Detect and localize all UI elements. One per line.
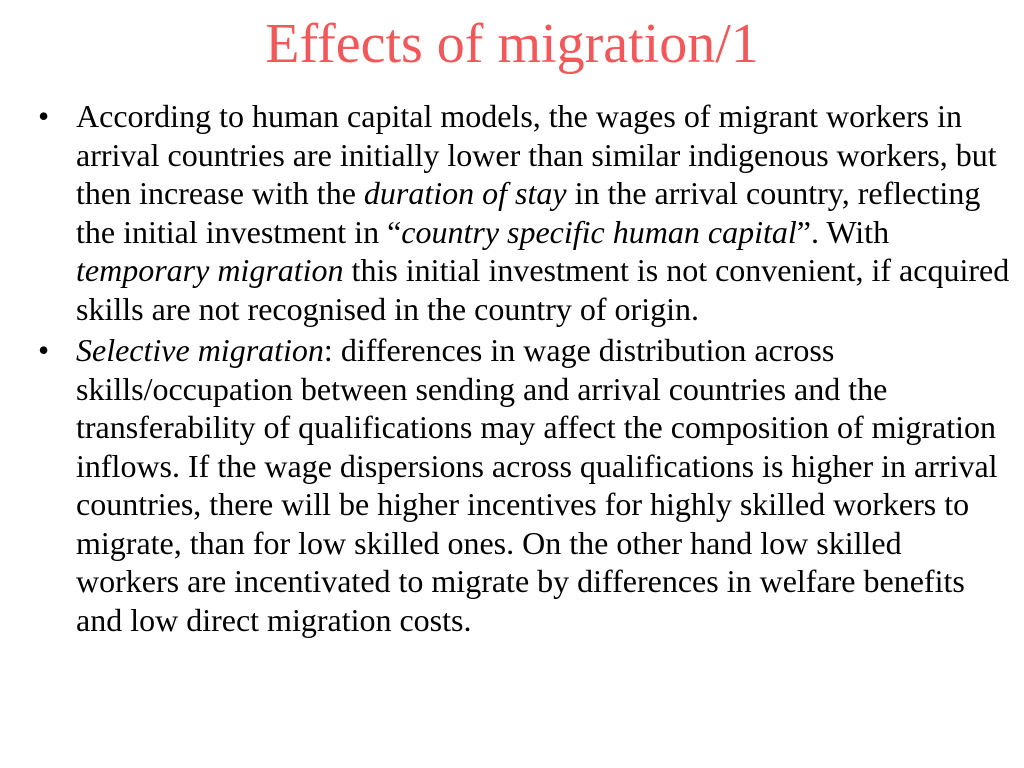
bullet-text [76,98,1009,327]
bullet-text-emphasis: duration of stay [363,175,567,211]
slide-title: Effects of migration/1 [265,13,759,75]
bullet-marker: • [38,332,50,368]
bullet-text-segment: ”. With [796,213,890,250]
bullet-list [38,97,1012,642]
bullet-text-segment: this initial investment is not convenient, if acquired skills are not recognised in the country of origin. [76,252,1010,327]
bullet-text-segment: in the arrival country, reflecting the initial investment in “ [76,175,981,250]
bullet-text-emphasis: country specific human capital [401,213,797,250]
bullet-text [76,332,998,638]
bullet-text-segment: : differences in wage distribution across skills/occupation between sending and arrival countries and the transferability of qualifications may affect the composition of migration inflows. If the wage dispersions across qualifications is higher in arrival countries, there will be higher incentives for highly skilled workers to migrate, than for low skilled ones. On the other hand low skilled workers are incentivated to migrate by differences in welfare benefits and low direct migration costs. [76,332,998,638]
bullet-text-emphasis: temporary migration [76,252,344,288]
bullet-text-segment: According to human capital models, the wages of migrant workers in arrival countries are initially lower than similar indigenous workers, but then increase with the [76,98,997,211]
bullet-item-human-capital [38,97,1012,328]
bullet-text-emphasis: Selective migration [76,332,324,368]
bullet-item-selective-migration [38,331,1012,639]
bullet-marker: • [38,98,50,134]
